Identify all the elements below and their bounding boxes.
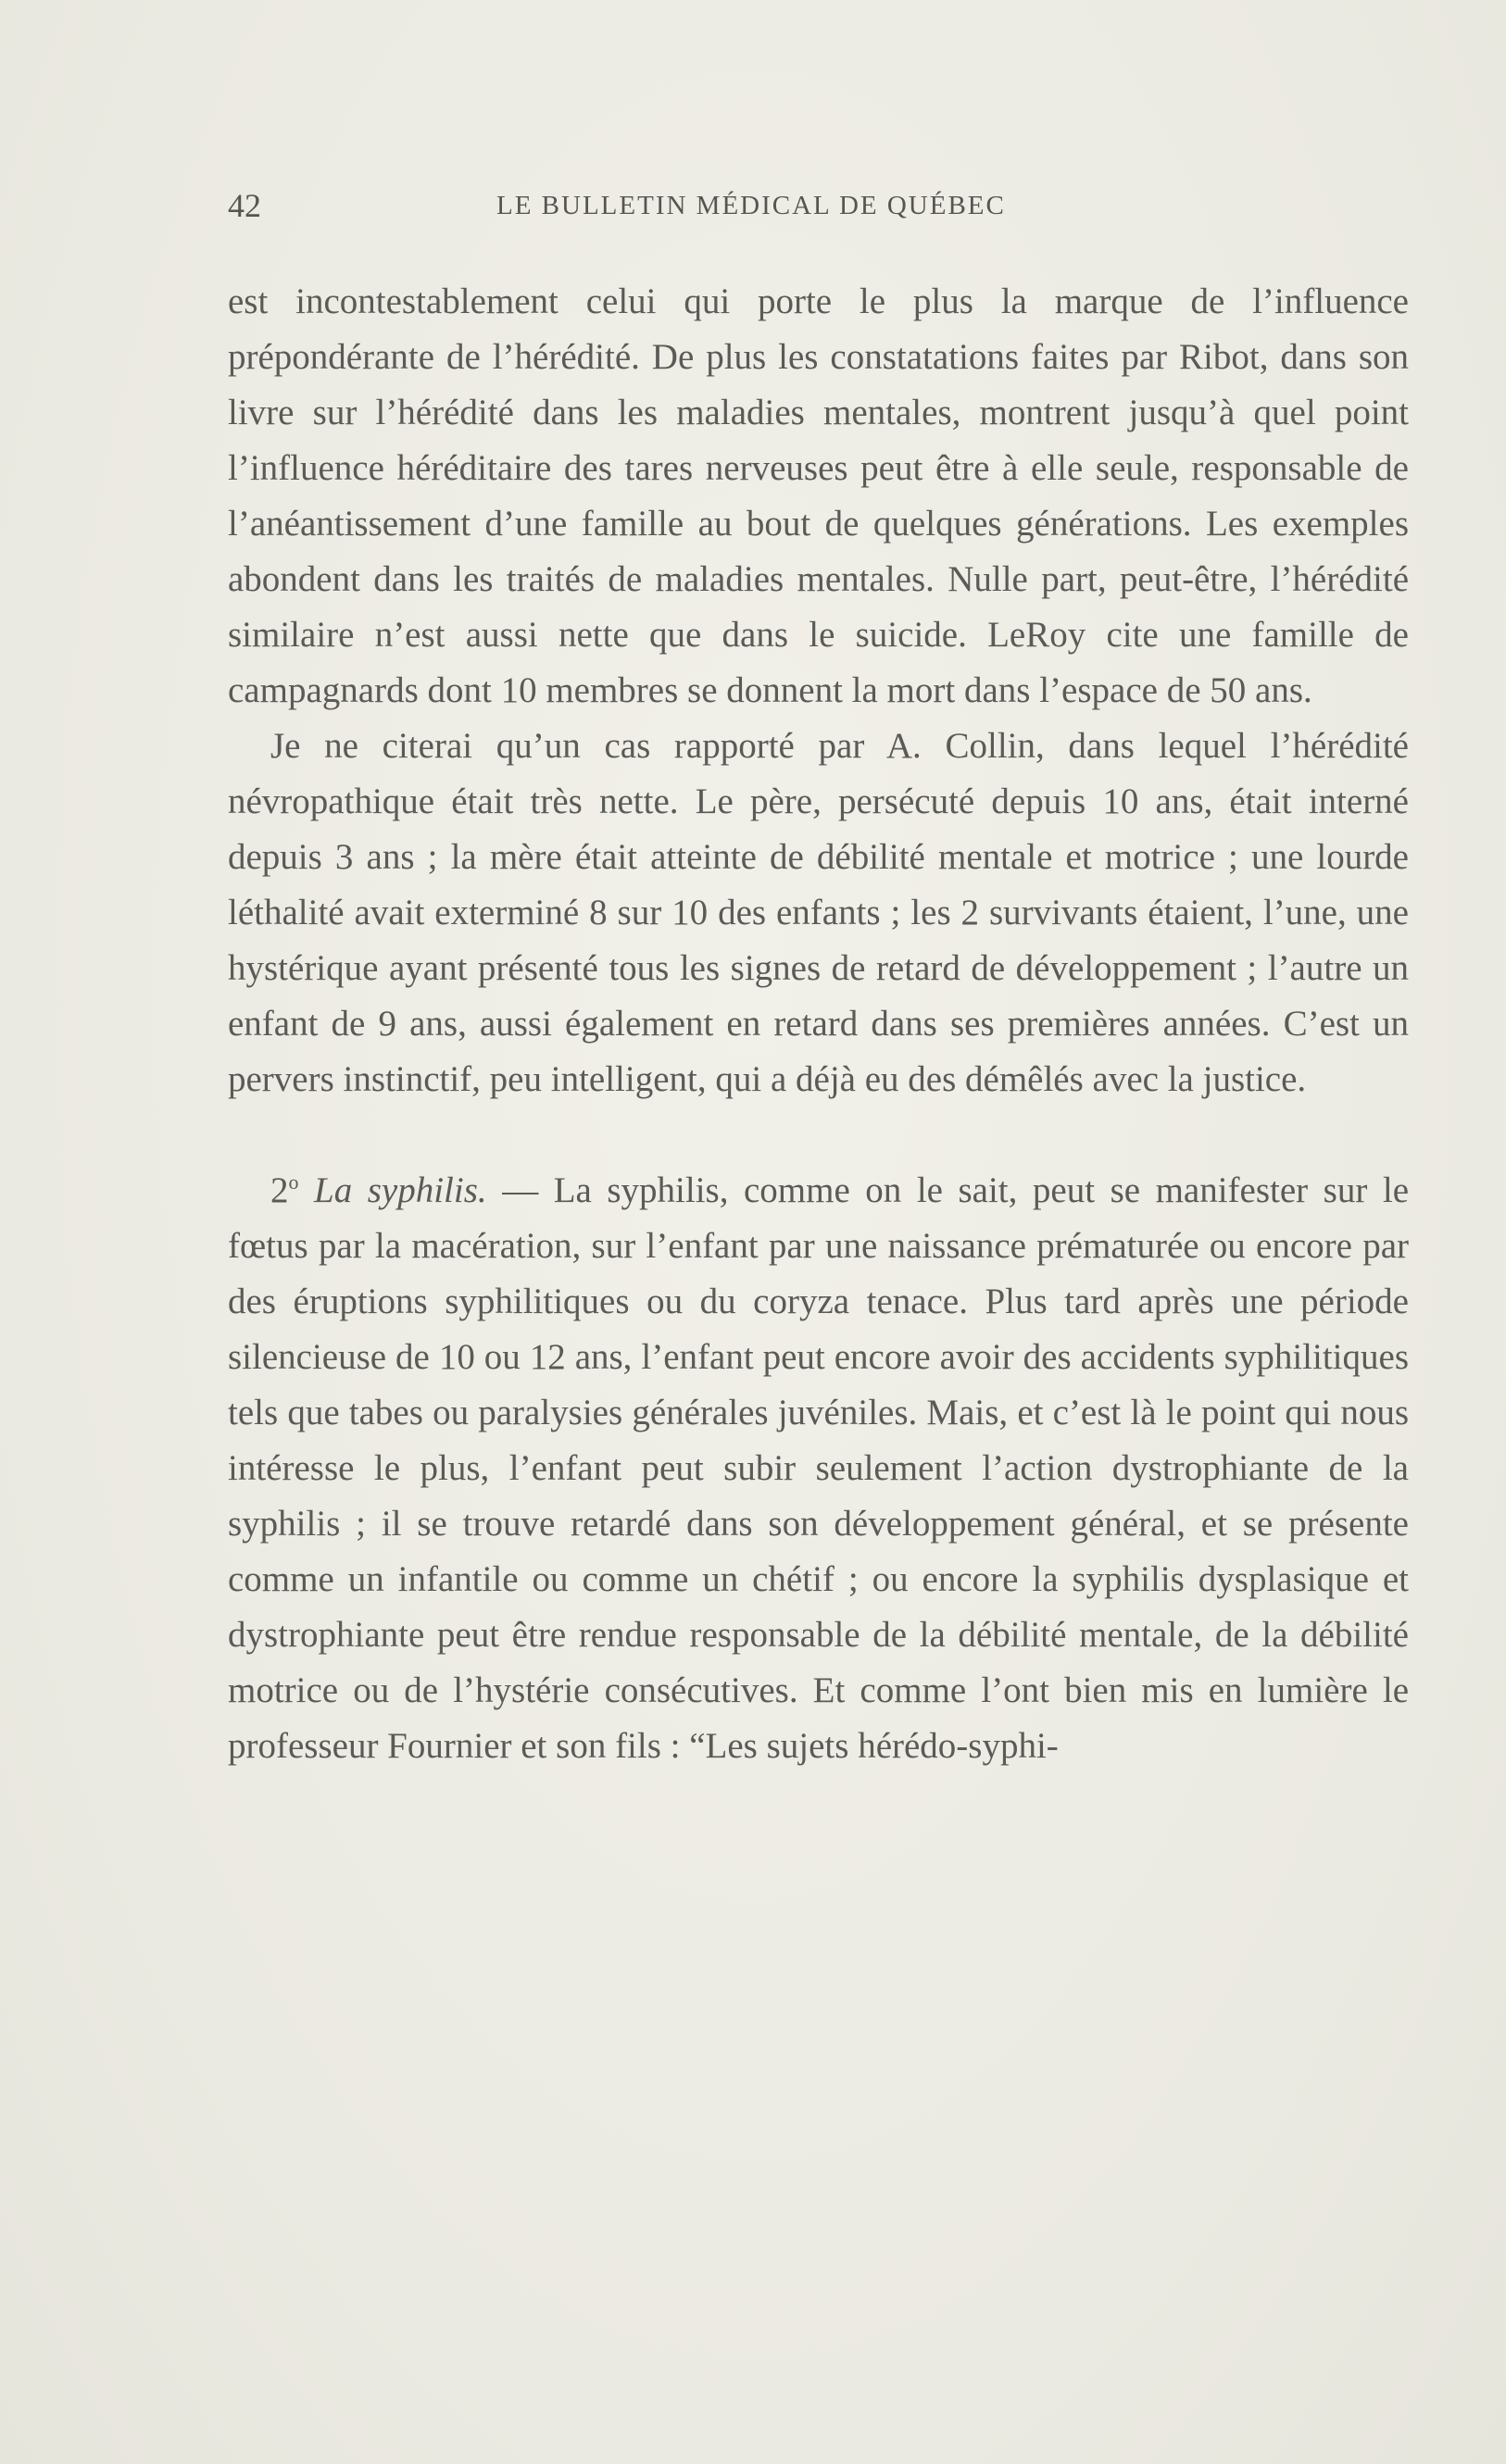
- page-number: 42: [228, 187, 261, 224]
- section-text: — La syphilis, comme on le sait, peut se manifester sur le fœtus par la macération, sur l’enfant par une naissance prématurée ou encore par des éruptions syphilitiques ou du coryza tenace. Plus tard après une période silencieuse de 10 ou 12 ans, l’enfant peut encore avoir des accidents syphilitiques tels que tabes ou paralysies générales juvéniles. Mais, et c’est là le point qui nous intéresse le plus, l’enfant peut subir seulement l’action dystrophiante de la syphilis ; il se trouve retardé dans son développement général, et se présente comme un infantile ou comme un chétif ; ou encore la syphilis dysplasique et dystrophiante peut être rendue responsable de la débilité mentale, de la débilité motrice ou de l’hystérie consécutives. Et comme l’ont bien mis en lumière le professeur Fournier et son fils : “Les sujets hérédo-syphi-: [228, 1170, 1410, 1766]
- paragraph: est incontestablement celui qui porte le plus la marque de l’influence prépondérante de l’hérédité. De plus les constatations faites par Ribot, dans son livre sur l’hérédité dans les maladies mentales, montrent jusqu’à quel point l’influence héréditaire des tares nerveuses peut être à elle seule, responsable de l’anéantissement d’une famille au bout de quelques générations. Les exemples abondent dans les traités de maladies mentales. Nulle part, peut-être, l’hérédité similaire n’est aussi nette que dans le suicide. LeRoy cite une famille de campagnards dont 10 membres se donnent la mort dans l’espace de 50 ans.: [228, 281, 1409, 710]
- section-number: 2: [270, 1170, 289, 1210]
- running-title: LE BULLETIN MÉDICAL DE QUÉBEC: [496, 191, 1006, 220]
- section-paragraph: [228, 1163, 1409, 1774]
- paragraph: Je ne citerai qu’un cas rapporté par A. Collin, dans lequel l’hérédité névropathique était très nette. Le père, persécuté depuis 10 ans, était interné depuis 3 ans ; la mère était atteinte de débilité mentale et motrice ; une lourde léthalité avait exterminé 8 sur 10 des enfants ; les 2 survivants étaient, l’une, une hystérique ayant présenté tous les signes de retard de développement ; l’autre un enfant de 9 ans, aussi également en retard dans ses premières années. C’est un pervers instinctif, peu intelligent, qui a déjà eu des démêlés avec la justice.: [228, 726, 1409, 1099]
- section-heading: La syphilis.: [314, 1170, 487, 1210]
- section-number-superscript: o: [288, 1170, 299, 1194]
- body-text: [228, 274, 1409, 1774]
- page-header: [228, 181, 1409, 230]
